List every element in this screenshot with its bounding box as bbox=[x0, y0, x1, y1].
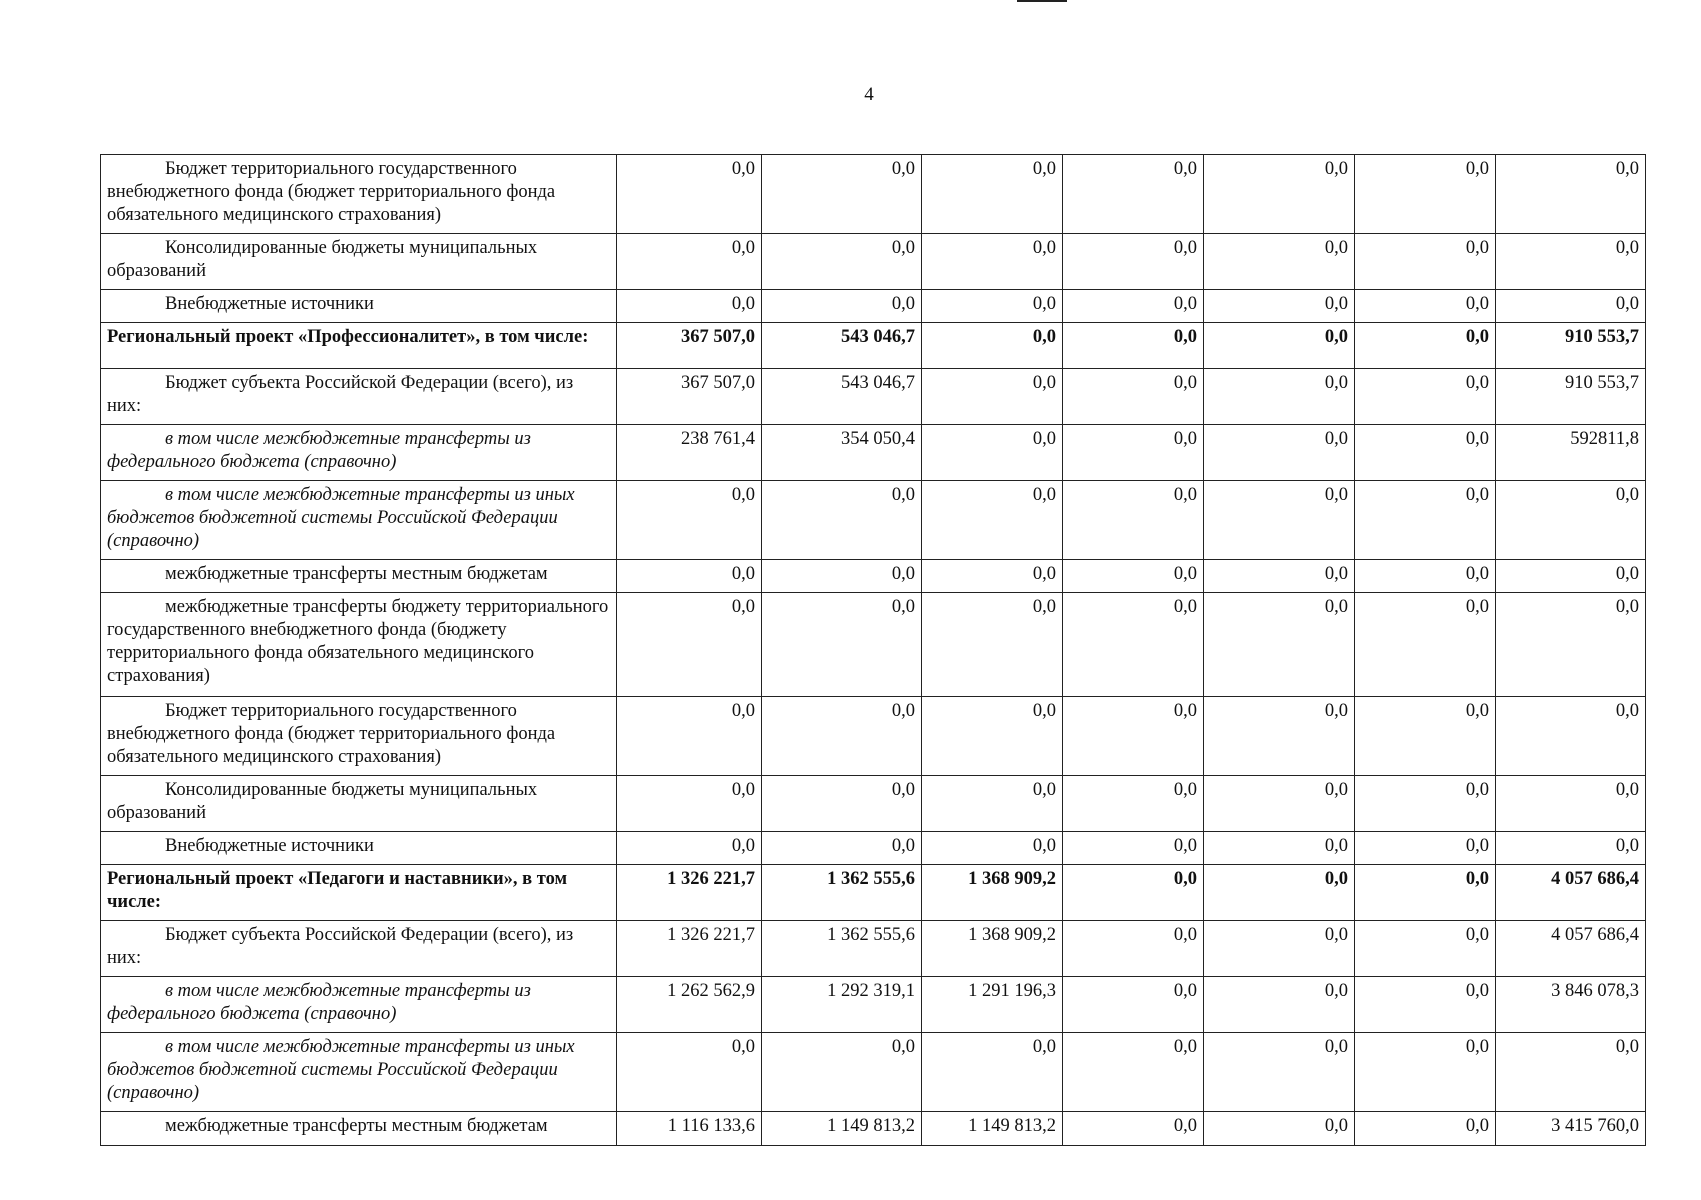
row-value: 0,0 bbox=[1063, 155, 1204, 234]
table-row bbox=[101, 560, 1646, 593]
row-value: 1 362 555,6 bbox=[762, 921, 922, 977]
row-value: 0,0 bbox=[1063, 593, 1204, 697]
row-value: 1 368 909,2 bbox=[922, 865, 1063, 921]
row-value: 0,0 bbox=[1063, 425, 1204, 481]
table-row bbox=[101, 323, 1646, 369]
table-row bbox=[101, 921, 1646, 977]
row-value: 0,0 bbox=[762, 155, 922, 234]
row-label: Региональный проект «Профессионалитет», в том числе: bbox=[101, 323, 617, 369]
row-value: 0,0 bbox=[762, 1033, 922, 1112]
row-value: 3 846 078,3 bbox=[1496, 977, 1646, 1033]
row-value: 0,0 bbox=[1204, 1112, 1355, 1146]
row-value: 0,0 bbox=[1063, 865, 1204, 921]
row-value: 0,0 bbox=[617, 290, 762, 323]
table-row bbox=[101, 697, 1646, 776]
row-value: 0,0 bbox=[922, 481, 1063, 560]
row-value: 0,0 bbox=[1496, 290, 1646, 323]
row-value: 0,0 bbox=[1355, 234, 1496, 290]
row-value: 0,0 bbox=[922, 155, 1063, 234]
row-value: 0,0 bbox=[762, 290, 922, 323]
row-value: 0,0 bbox=[1063, 776, 1204, 832]
row-value: 4 057 686,4 bbox=[1496, 865, 1646, 921]
row-value: 0,0 bbox=[1204, 697, 1355, 776]
row-value: 0,0 bbox=[762, 593, 922, 697]
row-value: 0,0 bbox=[1204, 1033, 1355, 1112]
row-label: Бюджет субъекта Российской Федерации (всего), из них: bbox=[101, 369, 617, 425]
row-value: 0,0 bbox=[762, 697, 922, 776]
row-value: 0,0 bbox=[922, 593, 1063, 697]
row-value: 0,0 bbox=[922, 776, 1063, 832]
row-value: 0,0 bbox=[922, 369, 1063, 425]
table-row bbox=[101, 593, 1646, 697]
row-value: 0,0 bbox=[922, 234, 1063, 290]
row-value: 367 507,0 bbox=[617, 369, 762, 425]
row-value: 1 149 813,2 bbox=[762, 1112, 922, 1146]
table-row bbox=[101, 290, 1646, 323]
row-value: 0,0 bbox=[1063, 323, 1204, 369]
page-number: 4 bbox=[864, 84, 874, 105]
row-label: Консолидированные бюджеты муниципальных образований bbox=[101, 776, 617, 832]
row-label: Консолидированные бюджеты муниципальных образований bbox=[101, 234, 617, 290]
row-value: 0,0 bbox=[1496, 560, 1646, 593]
row-value: 543 046,7 bbox=[762, 323, 922, 369]
row-value: 0,0 bbox=[1204, 369, 1355, 425]
row-label: в том числе межбюджетные трансферты из иных бюджетов бюджетной системы Российской Федерации (справочно) bbox=[101, 481, 617, 560]
row-value: 0,0 bbox=[1063, 1112, 1204, 1146]
row-value: 0,0 bbox=[1063, 290, 1204, 323]
table-row bbox=[101, 865, 1646, 921]
row-value: 0,0 bbox=[1355, 593, 1496, 697]
row-value: 1 262 562,9 bbox=[617, 977, 762, 1033]
row-value: 4 057 686,4 bbox=[1496, 921, 1646, 977]
row-label: Внебюджетные источники bbox=[101, 832, 617, 865]
row-value: 0,0 bbox=[1355, 697, 1496, 776]
row-value: 0,0 bbox=[1355, 155, 1496, 234]
row-value: 0,0 bbox=[1496, 234, 1646, 290]
row-value: 0,0 bbox=[1355, 865, 1496, 921]
row-value: 0,0 bbox=[762, 832, 922, 865]
table-row bbox=[101, 425, 1646, 481]
row-value: 0,0 bbox=[1496, 593, 1646, 697]
table-row bbox=[101, 369, 1646, 425]
row-value: 910 553,7 bbox=[1496, 369, 1646, 425]
row-value: 0,0 bbox=[617, 234, 762, 290]
row-value: 0,0 bbox=[1204, 865, 1355, 921]
row-value: 0,0 bbox=[1496, 697, 1646, 776]
row-label: в том числе межбюджетные трансферты из федерального бюджета (справочно) bbox=[101, 425, 617, 481]
row-value: 0,0 bbox=[617, 560, 762, 593]
row-value: 592811,8 bbox=[1496, 425, 1646, 481]
row-value: 0,0 bbox=[1204, 593, 1355, 697]
row-value: 0,0 bbox=[1063, 977, 1204, 1033]
row-value: 0,0 bbox=[1063, 1033, 1204, 1112]
row-value: 0,0 bbox=[1355, 776, 1496, 832]
row-value: 0,0 bbox=[1355, 1112, 1496, 1146]
row-value: 1 292 319,1 bbox=[762, 977, 922, 1033]
row-value: 0,0 bbox=[1063, 481, 1204, 560]
budget-table bbox=[100, 154, 1646, 1146]
table-row bbox=[101, 776, 1646, 832]
row-value: 0,0 bbox=[762, 560, 922, 593]
row-value: 0,0 bbox=[922, 560, 1063, 593]
row-value: 0,0 bbox=[922, 323, 1063, 369]
row-value: 0,0 bbox=[1204, 832, 1355, 865]
row-value: 0,0 bbox=[1204, 776, 1355, 832]
row-value: 0,0 bbox=[1496, 1033, 1646, 1112]
row-value: 543 046,7 bbox=[762, 369, 922, 425]
row-value: 0,0 bbox=[922, 290, 1063, 323]
row-value: 0,0 bbox=[1355, 921, 1496, 977]
table-row bbox=[101, 155, 1646, 234]
row-value: 0,0 bbox=[1204, 234, 1355, 290]
row-value: 0,0 bbox=[1204, 323, 1355, 369]
row-value: 0,0 bbox=[1355, 481, 1496, 560]
top-mark bbox=[1017, 0, 1067, 2]
row-value: 0,0 bbox=[1204, 560, 1355, 593]
row-value: 0,0 bbox=[1355, 1033, 1496, 1112]
row-value: 0,0 bbox=[1063, 234, 1204, 290]
row-value: 0,0 bbox=[1355, 425, 1496, 481]
row-value: 0,0 bbox=[1063, 560, 1204, 593]
row-value: 0,0 bbox=[1204, 977, 1355, 1033]
row-value: 0,0 bbox=[922, 832, 1063, 865]
table-row bbox=[101, 234, 1646, 290]
table-row bbox=[101, 977, 1646, 1033]
row-value: 0,0 bbox=[1355, 560, 1496, 593]
row-label: Бюджет территориального государственного внебюджетного фонда (бюджет территориального фонда обязательного медицинского страхования) bbox=[101, 155, 617, 234]
row-label: в том числе межбюджетные трансферты из иных бюджетов бюджетной системы Российской Федерации (справочно) bbox=[101, 1033, 617, 1112]
row-value: 0,0 bbox=[617, 155, 762, 234]
table-row bbox=[101, 832, 1646, 865]
row-value: 0,0 bbox=[1204, 290, 1355, 323]
table-body bbox=[101, 155, 1646, 1146]
row-value: 910 553,7 bbox=[1496, 323, 1646, 369]
table-row bbox=[101, 1112, 1646, 1146]
row-label: в том числе межбюджетные трансферты из федерального бюджета (справочно) bbox=[101, 977, 617, 1033]
row-value: 0,0 bbox=[1063, 697, 1204, 776]
row-value: 0,0 bbox=[1204, 481, 1355, 560]
row-value: 0,0 bbox=[617, 593, 762, 697]
row-value: 0,0 bbox=[1496, 832, 1646, 865]
row-value: 0,0 bbox=[617, 776, 762, 832]
row-value: 1 368 909,2 bbox=[922, 921, 1063, 977]
row-value: 3 415 760,0 bbox=[1496, 1112, 1646, 1146]
row-value: 0,0 bbox=[762, 481, 922, 560]
row-label: межбюджетные трансферты местным бюджетам bbox=[101, 560, 617, 593]
row-value: 0,0 bbox=[1496, 155, 1646, 234]
row-value: 1 326 221,7 bbox=[617, 921, 762, 977]
row-value: 0,0 bbox=[617, 1033, 762, 1112]
row-value: 0,0 bbox=[1204, 155, 1355, 234]
row-value: 0,0 bbox=[1355, 290, 1496, 323]
row-value: 0,0 bbox=[1063, 369, 1204, 425]
row-value: 0,0 bbox=[922, 425, 1063, 481]
row-value: 0,0 bbox=[617, 832, 762, 865]
row-value: 0,0 bbox=[1355, 323, 1496, 369]
table-row bbox=[101, 1033, 1646, 1112]
row-value: 354 050,4 bbox=[762, 425, 922, 481]
row-value: 1 116 133,6 bbox=[617, 1112, 762, 1146]
row-value: 0,0 bbox=[1355, 977, 1496, 1033]
row-value: 1 291 196,3 bbox=[922, 977, 1063, 1033]
row-value: 0,0 bbox=[1204, 425, 1355, 481]
row-value: 0,0 bbox=[617, 697, 762, 776]
row-value: 0,0 bbox=[762, 234, 922, 290]
row-value: 0,0 bbox=[922, 1033, 1063, 1112]
row-label: межбюджетные трансферты бюджету территориального государственного внебюджетного фонда (бюджету территориального фонда обязательного медицинского страхования) bbox=[101, 593, 617, 697]
row-value: 0,0 bbox=[1204, 921, 1355, 977]
row-value: 1 362 555,6 bbox=[762, 865, 922, 921]
row-value: 0,0 bbox=[762, 776, 922, 832]
row-value: 0,0 bbox=[922, 697, 1063, 776]
row-value: 238 761,4 bbox=[617, 425, 762, 481]
row-label: межбюджетные трансферты местным бюджетам bbox=[101, 1112, 617, 1146]
row-value: 0,0 bbox=[1063, 921, 1204, 977]
row-label: Бюджет территориального государственного внебюджетного фонда (бюджет территориального фонда обязательного медицинского страхования) bbox=[101, 697, 617, 776]
row-value: 0,0 bbox=[1355, 832, 1496, 865]
row-value: 1 326 221,7 bbox=[617, 865, 762, 921]
row-value: 1 149 813,2 bbox=[922, 1112, 1063, 1146]
row-label: Бюджет субъекта Российской Федерации (всего), из них: bbox=[101, 921, 617, 977]
row-value: 0,0 bbox=[1496, 776, 1646, 832]
row-value: 367 507,0 bbox=[617, 323, 762, 369]
row-value: 0,0 bbox=[1355, 369, 1496, 425]
row-value: 0,0 bbox=[1496, 481, 1646, 560]
row-label: Внебюджетные источники bbox=[101, 290, 617, 323]
row-label: Региональный проект «Педагоги и наставники», в том числе: bbox=[101, 865, 617, 921]
row-value: 0,0 bbox=[1063, 832, 1204, 865]
table-row bbox=[101, 481, 1646, 560]
row-value: 0,0 bbox=[617, 481, 762, 560]
